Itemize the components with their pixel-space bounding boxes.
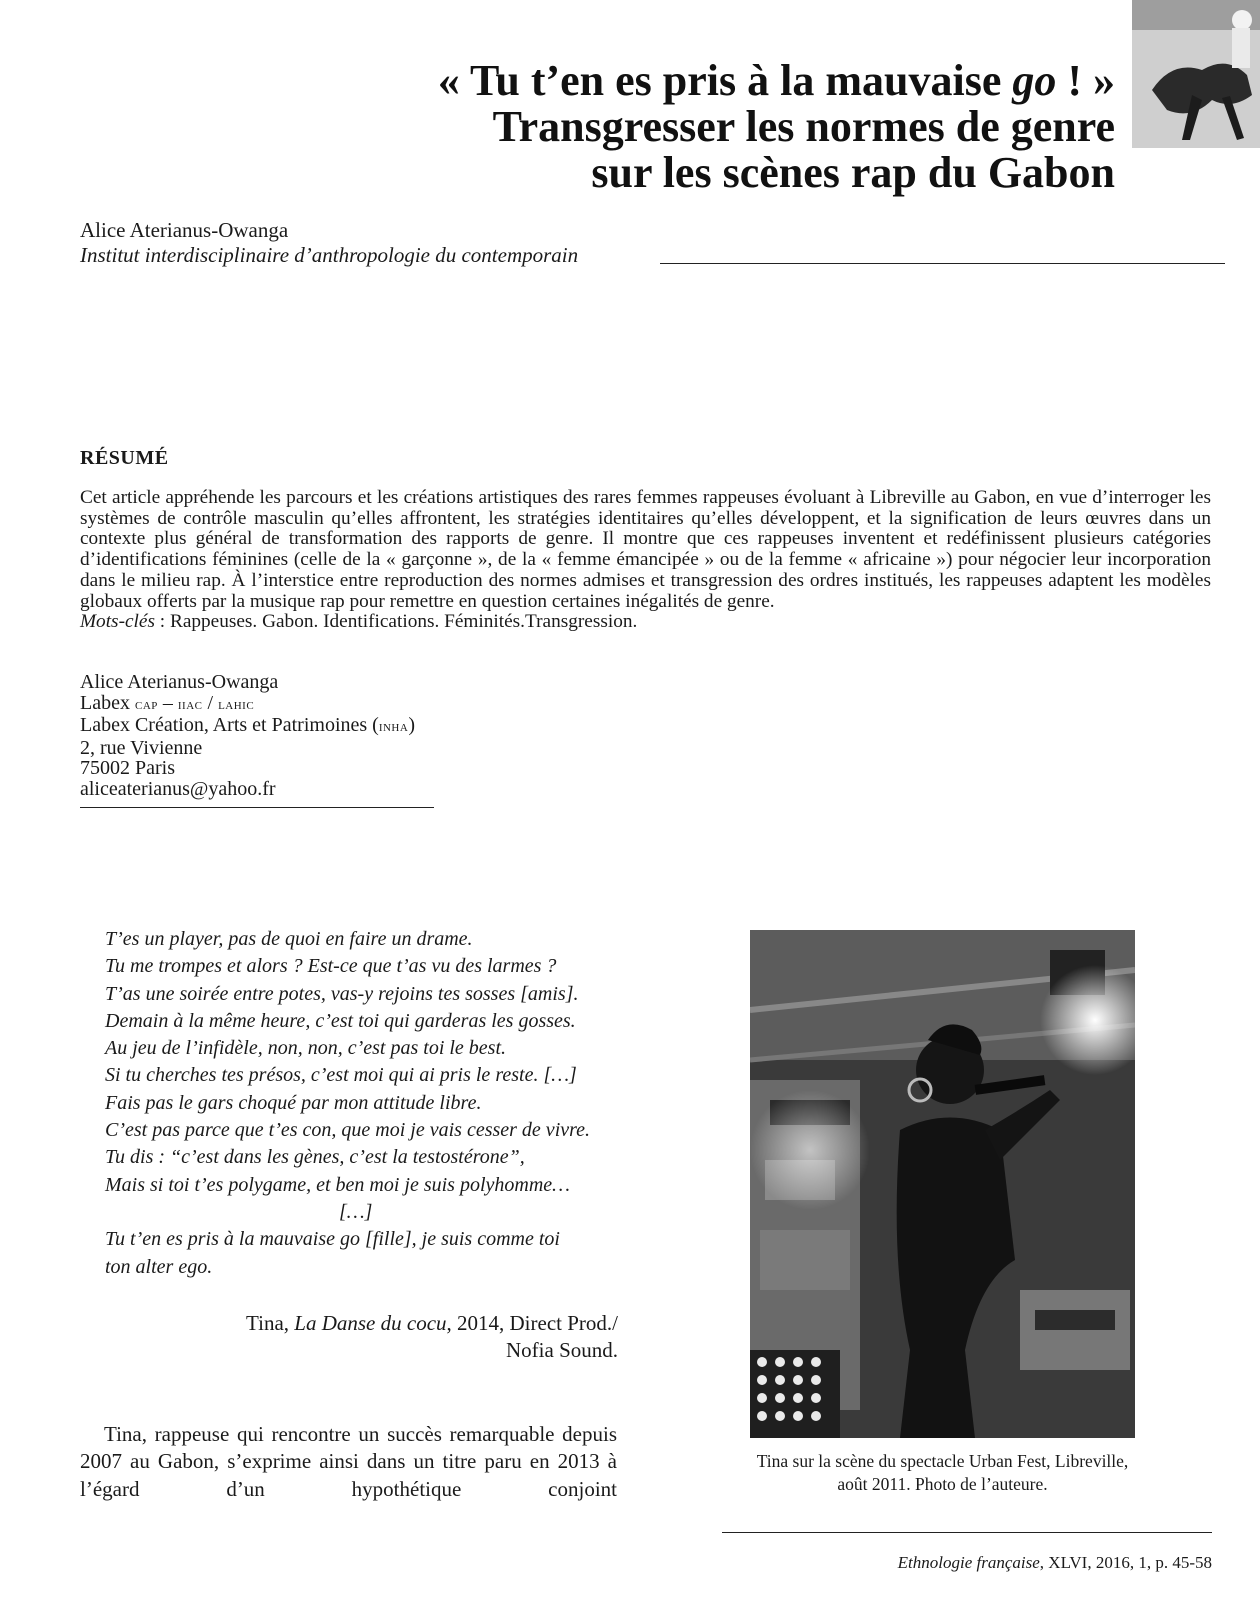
address-rule xyxy=(80,807,434,808)
lyric-line: Tu me trompes et alors ? Est-ce que t’as vu des larmes ? xyxy=(105,955,557,978)
keywords-list: : Rappeuses. Gabon. Identifications. Féminités.Transgression. xyxy=(154,611,638,633)
lyric-line: Fais pas le gars choqué par mon attitude libre. xyxy=(105,1091,482,1114)
title-line-1: « Tu t’en es pris à la mauvaise go ! » xyxy=(437,56,1115,105)
corner-photo xyxy=(1132,0,1260,148)
lyric-line: ton alter ego. xyxy=(105,1255,213,1278)
lyric-line: C’est pas parce que t’es con, que moi je vais cesser de vivre. xyxy=(105,1119,591,1142)
journal-footer xyxy=(898,1553,1212,1573)
title-line-3: sur les scènes rap du Gabon xyxy=(591,148,1115,197)
lyric-line: T’es un player, pas de quoi en faire un drame. xyxy=(105,928,473,950)
keywords-label: Mots-clés xyxy=(80,611,155,633)
caption-line-2: août 2011. Photo de l’auteure. xyxy=(837,1474,1048,1494)
lyric-line: Mais si toi t’es polygame, et ben moi je suis polyhomme… xyxy=(105,1173,570,1196)
epigraph-lyrics xyxy=(105,926,620,1281)
resume-block xyxy=(80,488,1211,633)
address-street: 2, rue Vivienne xyxy=(80,736,203,759)
address-email: aliceaterianus@yahoo.fr xyxy=(80,777,276,800)
title-line-2: Transgresser les normes de genre xyxy=(492,102,1115,151)
epigraph-citation xyxy=(150,1310,618,1364)
lyric-line: Si tu cherches tes présos, c’est moi qui ai pris le reste. […] xyxy=(105,1064,577,1087)
body-paragraph: Tina, rappeuse qui rencontre un succès remarquable depuis 2007 au Gabon, s’exprime ainsi dans un titre paru en 2013 à l’égard d’un hypothétique conjoint xyxy=(80,1422,617,1501)
author-institution: Institut interdisciplinaire d’anthropologie du contemporain xyxy=(80,243,579,267)
concert-photo xyxy=(750,930,1135,1438)
citation-line-1: Tina, La Danse du cocu, 2014, Direct Prod./ xyxy=(246,1311,618,1335)
resume-text: Cet article appréhende les parcours et les créations artistiques des rares femmes rappeuses évoluant à Libreville au Gabon, en vue d’interroger les systèmes de contrôle masculin qu’elles affrontent, les stratégies identitaires qu’elles développent, et la signification de leurs œuvres dans un contexte plus général de transformation des rapports de genre. Il montre que ces rappeuses inventent et redéfinissent plusieurs catégories d’identifications féminines (celle de la « garçonne », de la « femme émancipée » ou de la femme « africaine ») pour négocier leur incorporation dans le milieu rap. À l’interstice entre reproduction des normes admises et transgression des ordres institués, les rappeuses adaptent les modèles globaux offerts par la musique rap pour remettre en question certaines inégalités de genre. xyxy=(80,487,1211,612)
footer-rule xyxy=(722,1532,1212,1533)
lyric-line: Demain à la même heure, c’est toi qui garderas les gosses. xyxy=(105,1009,576,1032)
photo-caption xyxy=(700,1450,1185,1496)
keywords xyxy=(80,612,1211,633)
article-title xyxy=(438,58,1115,196)
address-name: Alice Aterianus-Owanga xyxy=(80,671,279,693)
resume-heading: RÉSUMÉ xyxy=(80,447,169,469)
address-labex-1: Labex cap – iiac / lahic xyxy=(80,691,255,714)
lyric-line: T’as une soirée entre potes, vas-y rejoins tes sosses [amis]. xyxy=(105,982,579,1005)
body-text xyxy=(80,1421,617,1503)
caption-line-1: Tina sur la scène du spectacle Urban Fest, Libreville, xyxy=(756,1451,1129,1471)
address-labex-2: Labex Création, Arts et Patrimoines (inha) xyxy=(80,714,415,737)
author-address xyxy=(80,672,415,800)
citation-line-2: Nofia Sound. xyxy=(506,1338,618,1362)
lyric-line: Au jeu de l’infidèle, non, non, c’est pas toi le best. xyxy=(105,1037,507,1060)
lyric-ellipsis: […] xyxy=(339,1200,373,1223)
address-city: 75002 Paris xyxy=(80,757,175,780)
header-rule xyxy=(660,263,1225,264)
journal-issue: , XLVI, 2016, 1, p. 45-58 xyxy=(1039,1553,1212,1572)
lyric-line: Tu dis : “c’est dans les gènes, c’est la testostérone”, xyxy=(105,1146,525,1169)
lyric-line: Tu t’en es pris à la mauvaise go [fille], je suis comme toi xyxy=(105,1228,560,1251)
journal-name: Ethnologie française xyxy=(897,1553,1040,1572)
author-name: Alice Aterianus-Owanga xyxy=(80,218,289,242)
